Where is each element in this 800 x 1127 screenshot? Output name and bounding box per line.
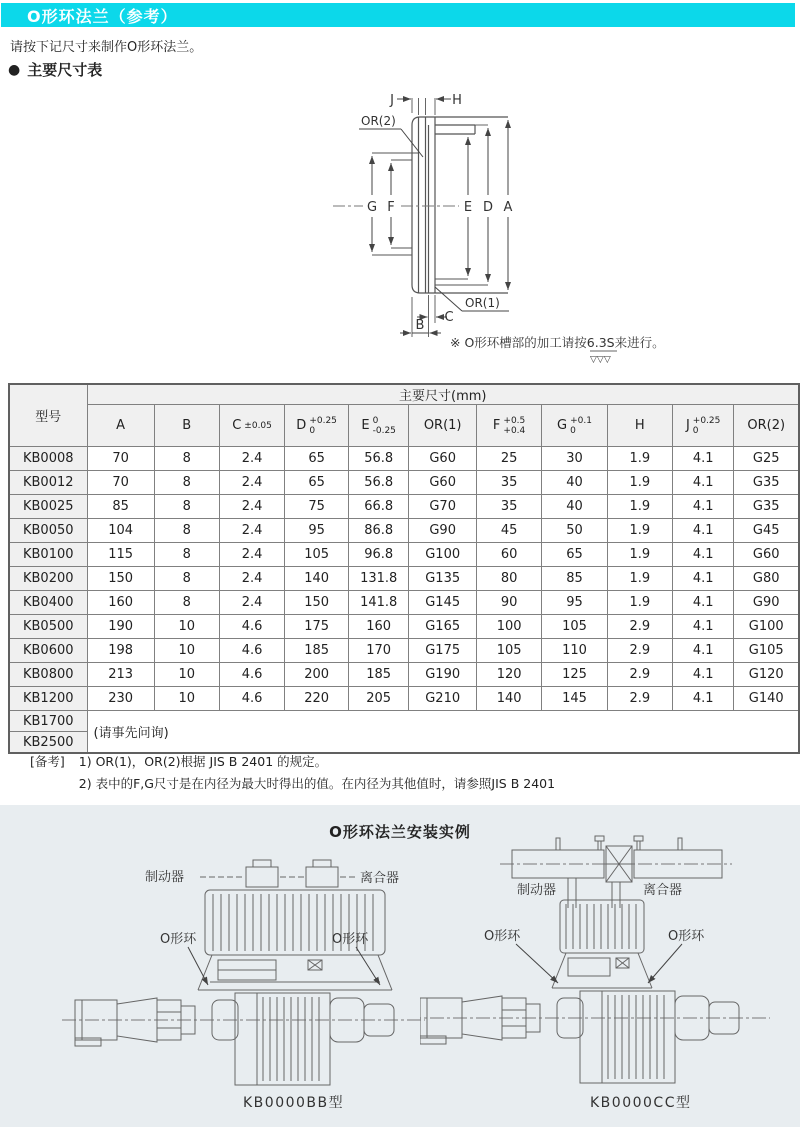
cell-value: 70 [87, 447, 154, 471]
cell-value: 8 [154, 471, 219, 495]
cell-value: G120 [734, 663, 799, 687]
cell-value: 175 [285, 615, 349, 639]
cell-value: 8 [154, 495, 219, 519]
column-header: C ±0.05 [219, 405, 285, 447]
cell-value: G35 [734, 495, 799, 519]
inquiry-cell: (请事先问询) [87, 711, 799, 754]
or2-label: OR(2) [361, 114, 396, 128]
flange-dimension-diagram [325, 85, 790, 381]
examples-title: O形环法兰安装实例 [329, 823, 471, 841]
section-title: 主要尺寸表 [27, 61, 103, 79]
installation-examples-panel [0, 805, 800, 1127]
cell-model: KB0100 [9, 543, 87, 567]
cell-value: G90 [409, 519, 476, 543]
cell-value: 75 [285, 495, 349, 519]
table-row [9, 495, 799, 519]
dim-label-a: A [503, 200, 513, 215]
table-row [9, 711, 799, 732]
cell-value: 160 [87, 591, 154, 615]
cell-value: 150 [285, 591, 349, 615]
footnote-line-2: 2) 表中的F,G尺寸是在内径为最大时得出的值。在内径为其他值时，请参照JIS B 2401 [78, 776, 556, 791]
cell-value: 2.4 [219, 495, 285, 519]
oring-ref-labels [361, 114, 500, 310]
cell-value: G60 [409, 447, 476, 471]
table-row [9, 663, 799, 687]
dimensions-table [8, 383, 800, 754]
footnotes [30, 752, 555, 792]
cell-value: G140 [734, 687, 799, 711]
flange-outline [412, 117, 508, 293]
surface-finish-icon: ▽▽▽ [590, 355, 611, 365]
cell-value: 90 [476, 591, 541, 615]
cell-value: 40 [542, 471, 607, 495]
cell-value: G210 [409, 687, 476, 711]
cell-value: 104 [87, 519, 154, 543]
cell-value: G25 [734, 447, 799, 471]
cell-value: 4.1 [672, 447, 734, 471]
page-title-bar [1, 3, 795, 27]
column-header: E 0 -0.25 [348, 405, 409, 447]
cell-value: 4.6 [219, 687, 285, 711]
cell-value: 65 [542, 543, 607, 567]
cell-model: KB0200 [9, 567, 87, 591]
footnote-line-1: 1) OR(1)，OR(2)根据 JIS B 2401 的规定。 [78, 754, 328, 769]
cell-value: 8 [154, 519, 219, 543]
cell-value: 80 [476, 567, 541, 591]
cell-value: 35 [476, 495, 541, 519]
table-row [9, 543, 799, 567]
clutch-label: 离合器 [643, 883, 683, 898]
cell-value: 105 [542, 615, 607, 639]
body-fins [566, 904, 636, 949]
oring-label-left: O形环 [160, 932, 197, 947]
cell-value: 4.6 [219, 663, 285, 687]
example-drawing-bb [60, 850, 430, 1095]
cell-value: 150 [87, 567, 154, 591]
cell-value: 205 [348, 687, 409, 711]
span-header: 主要尺寸(mm) [87, 384, 799, 405]
cell-value: 145 [542, 687, 607, 711]
cell-value: 4.1 [672, 663, 734, 687]
cell-value: 70 [87, 471, 154, 495]
cell-value: 65 [285, 447, 349, 471]
cell-value: 85 [542, 567, 607, 591]
dim-label-h: H [452, 93, 462, 108]
cell-model: KB0025 [9, 495, 87, 519]
cell-value: 1.9 [607, 447, 672, 471]
cell-value: 190 [87, 615, 154, 639]
cell-value: G90 [734, 591, 799, 615]
model-column-header: 型号 [9, 384, 87, 447]
dim-label-e: E [463, 200, 473, 215]
brake-label: 制动器 [517, 883, 557, 898]
cell-value: 4.1 [672, 591, 734, 615]
cell-value: 10 [154, 663, 219, 687]
cell-value: 8 [154, 567, 219, 591]
cell-value: 2.9 [607, 687, 672, 711]
cell-value: 95 [285, 519, 349, 543]
column-header: F +0.5 +0.4 [476, 405, 541, 447]
flange-diagram-svg [325, 85, 790, 377]
cell-value: 4.1 [672, 543, 734, 567]
cell-value: 105 [476, 639, 541, 663]
cell-value: 56.8 [348, 447, 409, 471]
cell-value: 1.9 [607, 495, 672, 519]
cell-value: 50 [542, 519, 607, 543]
cell-value: 8 [154, 543, 219, 567]
column-header: D +0.25 0 [285, 405, 349, 447]
cell-value: 2.4 [219, 591, 285, 615]
table-row [9, 591, 799, 615]
page-title: O形环法兰（参考） [27, 6, 178, 26]
cell-value: G100 [409, 543, 476, 567]
cell-value: 10 [154, 639, 219, 663]
oring-label-right: O形环 [668, 929, 705, 944]
cell-value: 8 [154, 447, 219, 471]
column-header: A [87, 405, 154, 447]
cell-value: 125 [542, 663, 607, 687]
cell-value: 56.8 [348, 471, 409, 495]
bullet-icon: ● [8, 61, 21, 78]
cell-value: 40 [542, 495, 607, 519]
cell-value: 4.1 [672, 567, 734, 591]
cell-value: G135 [409, 567, 476, 591]
cell-value: 30 [542, 447, 607, 471]
cell-value: 141.8 [348, 591, 409, 615]
cell-value: 86.8 [348, 519, 409, 543]
cell-value: 2.4 [219, 567, 285, 591]
cell-model: KB2500 [9, 732, 87, 754]
column-header: H [607, 405, 672, 447]
cell-value: 1.9 [607, 591, 672, 615]
cell-value: 110 [542, 639, 607, 663]
cell-model: KB1700 [9, 711, 87, 732]
cell-value: 4.1 [672, 687, 734, 711]
cell-value: 100 [476, 615, 541, 639]
machining-note [450, 335, 665, 365]
column-header: B [154, 405, 219, 447]
cell-value: 4.1 [672, 519, 734, 543]
cell-value: G60 [734, 543, 799, 567]
table-row [9, 615, 799, 639]
cell-value: 170 [348, 639, 409, 663]
or1-label: OR(1) [465, 296, 500, 310]
column-header: G +0.1 0 [542, 405, 607, 447]
dim-label-c: C [444, 310, 454, 325]
cell-value: 2.4 [219, 471, 285, 495]
cell-value: 230 [87, 687, 154, 711]
cell-value: 4.1 [672, 639, 734, 663]
cell-model: KB0600 [9, 639, 87, 663]
cell-value: G80 [734, 567, 799, 591]
section-heading [8, 59, 102, 80]
column-header: OR(1) [409, 405, 476, 447]
cell-value: 95 [542, 591, 607, 615]
cell-value: 2.4 [219, 543, 285, 567]
dim-label-d: D [482, 200, 494, 215]
cell-value: 4.1 [672, 615, 734, 639]
oring-label-left: O形环 [484, 929, 521, 944]
table-row [9, 447, 799, 471]
cell-value: 65 [285, 471, 349, 495]
oring-label-right: O形环 [332, 932, 369, 947]
cell-value: 8 [154, 591, 219, 615]
cell-value: 200 [285, 663, 349, 687]
cell-value: 105 [285, 543, 349, 567]
cell-value: G100 [734, 615, 799, 639]
cell-model: KB0500 [9, 615, 87, 639]
cell-value: 10 [154, 615, 219, 639]
cell-value: 140 [285, 567, 349, 591]
footnote-label: [备考] [30, 754, 65, 769]
caption-cc: KB0000CC型 [590, 1095, 692, 1111]
cell-value: 220 [285, 687, 349, 711]
cell-model: KB0008 [9, 447, 87, 471]
cell-model: KB0400 [9, 591, 87, 615]
table-row [9, 519, 799, 543]
cell-value: G165 [409, 615, 476, 639]
caption-bb: KB0000BB型 [243, 1095, 345, 1111]
cell-model: KB0050 [9, 519, 87, 543]
table-row [9, 567, 799, 591]
cell-value: 198 [87, 639, 154, 663]
cell-value: G45 [734, 519, 799, 543]
cell-value: 2.4 [219, 447, 285, 471]
note-text: ※ O形环槽部的加工请按6.3S来进行。 [450, 335, 665, 350]
table-row [9, 687, 799, 711]
cell-value: 2.9 [607, 615, 672, 639]
cell-value: 10 [154, 687, 219, 711]
dim-label-j: J [390, 93, 394, 108]
cell-value: 120 [476, 663, 541, 687]
cell-value: 1.9 [607, 567, 672, 591]
example-drawing-cc [420, 830, 790, 1095]
column-header: OR(2) [734, 405, 799, 447]
cell-value: 1.9 [607, 543, 672, 567]
cell-value: 1.9 [607, 471, 672, 495]
shaft-assembly [62, 993, 425, 1085]
cell-value: 1.9 [607, 519, 672, 543]
cell-value: G175 [409, 639, 476, 663]
cell-value: 185 [285, 639, 349, 663]
cell-value: 4.1 [672, 471, 734, 495]
cell-value: G70 [409, 495, 476, 519]
cell-value: 4.6 [219, 639, 285, 663]
cell-value: 2.4 [219, 519, 285, 543]
cell-value: 4.6 [219, 615, 285, 639]
cell-value: G145 [409, 591, 476, 615]
dim-label-g: G [366, 200, 378, 215]
cell-value: 25 [476, 447, 541, 471]
cell-model: KB0012 [9, 471, 87, 495]
cell-value: 85 [87, 495, 154, 519]
cell-value: 185 [348, 663, 409, 687]
cell-value: G35 [734, 471, 799, 495]
cell-model: KB1200 [9, 687, 87, 711]
cell-value: 4.1 [672, 495, 734, 519]
cell-value: 2.9 [607, 639, 672, 663]
brake-label: 制动器 [145, 870, 185, 885]
cell-value: 160 [348, 615, 409, 639]
table-row [9, 471, 799, 495]
cell-value: 45 [476, 519, 541, 543]
dim-label-f: F [387, 200, 395, 215]
cell-value: 35 [476, 471, 541, 495]
column-header: J +0.25 0 [672, 405, 734, 447]
cell-value: 131.8 [348, 567, 409, 591]
cell-model: KB0800 [9, 663, 87, 687]
table-row [9, 639, 799, 663]
cell-value: G60 [409, 471, 476, 495]
cell-value: 140 [476, 687, 541, 711]
intro-text: 请按下记尺寸来制作O形环法兰。 [10, 40, 203, 55]
dim-label-b: B [415, 318, 425, 333]
cell-value: 2.9 [607, 663, 672, 687]
clutch-label: 离合器 [360, 871, 400, 886]
cell-value: G105 [734, 639, 799, 663]
cell-value: 66.8 [348, 495, 409, 519]
cell-value: 96.8 [348, 543, 409, 567]
drum-fins [263, 997, 319, 1081]
cell-value: 213 [87, 663, 154, 687]
cell-value: 115 [87, 543, 154, 567]
cell-value: 60 [476, 543, 541, 567]
cell-value: G190 [409, 663, 476, 687]
